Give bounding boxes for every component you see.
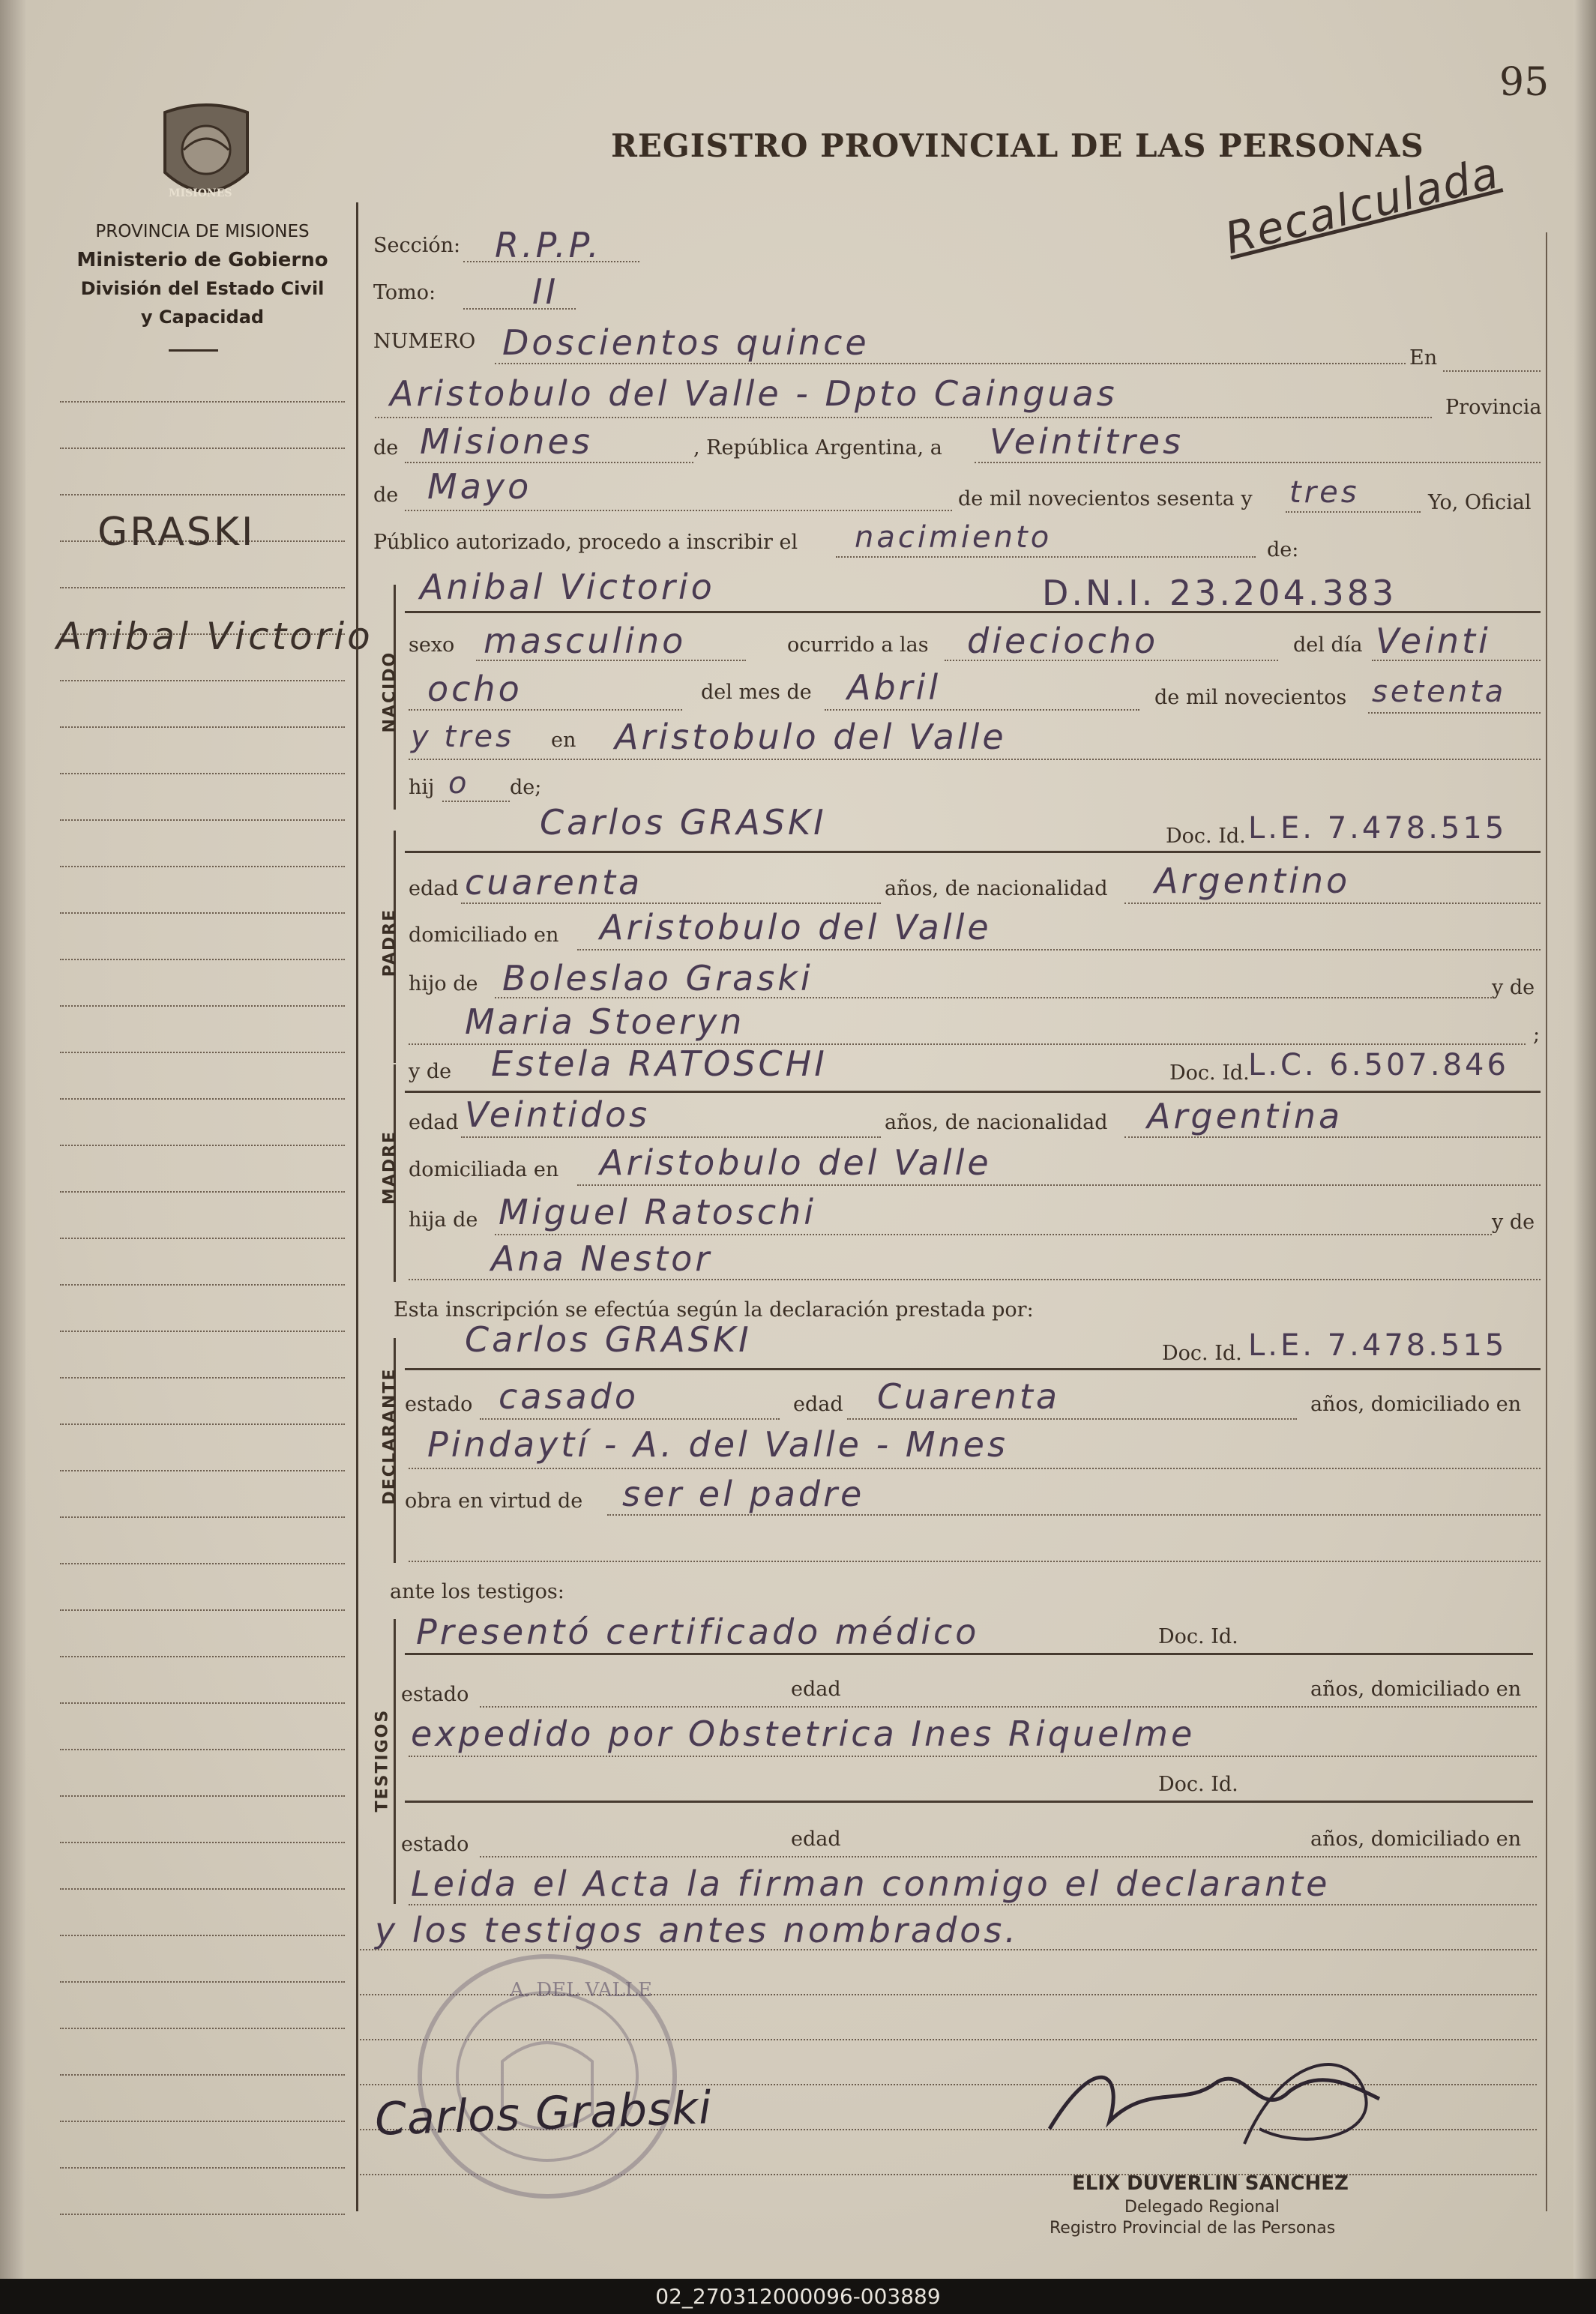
lugar-value: Aristobulo del Valle - Dpto Cainguas	[390, 373, 1118, 414]
padre-y-de-label: y de	[1492, 976, 1535, 999]
madre-edad-line	[461, 1136, 881, 1138]
margin-ruled-line	[60, 1749, 345, 1750]
testigo-1-dom-label: años, domiciliado en	[1310, 1678, 1522, 1701]
numero-line	[495, 363, 1406, 364]
margin-ruled-line	[60, 726, 345, 728]
declarante-dom: Pindaytí - A. del Valle - Mnes	[427, 1424, 1008, 1465]
anio-acta-value: tres	[1289, 475, 1360, 510]
de-label-2: de	[373, 483, 399, 507]
hij-label: hij	[409, 776, 435, 799]
right-border	[1546, 232, 1547, 2211]
margin-ruled-line	[60, 1609, 345, 1611]
ocurrido-label: ocurrido a las	[787, 633, 929, 657]
padre-doc: L.E. 7.478.515	[1248, 811, 1508, 846]
margin-ruled-line	[60, 1052, 345, 1053]
provincia-line	[405, 462, 693, 463]
madre-edad-label: edad	[409, 1111, 459, 1134]
declarante-edad-line	[847, 1418, 1297, 1420]
declarante-dom-line	[409, 1468, 1541, 1469]
del-dia-label: del día	[1293, 633, 1363, 657]
declarante-estado-line	[480, 1418, 780, 1420]
margin-ruled-line	[60, 680, 345, 681]
declarante-obra-label: obra en virtud de	[405, 1489, 583, 1513]
margin-ruled-line	[60, 587, 345, 588]
testigos-intro-label: ante los testigos:	[390, 1580, 564, 1603]
provincia-label: Provincia	[1445, 396, 1542, 419]
anio-acta-line	[1286, 511, 1421, 513]
margin-ruled-line	[60, 1702, 345, 1704]
mes-nac-value: Abril	[847, 667, 942, 708]
margin-ruled-line	[60, 959, 345, 960]
declarante-doc: L.E. 7.478.515	[1248, 1328, 1508, 1363]
madre-nac: Argentina	[1147, 1096, 1343, 1136]
lugar-nac-value: Aristobulo del Valle	[615, 717, 1007, 757]
margin-ruled-line	[60, 401, 345, 403]
declarante-edad: Cuarenta	[877, 1376, 1061, 1417]
oficial-nombre: ELIX DUVERLIN SANCHEZ	[1072, 2172, 1349, 2195]
padre-dom: Aristobulo del Valle	[600, 907, 992, 947]
padre-padre: Boleslao Graski	[502, 958, 813, 998]
margin-ruled-line	[60, 1284, 345, 1286]
stamp-text: A. DEL VALLE	[510, 1979, 652, 2001]
padre-dom-label: domiciliado en	[409, 924, 559, 947]
padre-madre: Maria Stoeryn	[465, 1001, 745, 1042]
margin-ruled-line	[60, 1470, 345, 1471]
sexo-value: masculino	[484, 621, 687, 661]
sexo-label: sexo	[409, 633, 455, 657]
declarante-estado: casado	[499, 1376, 639, 1417]
margin-annotation: Recalculada	[1220, 146, 1505, 265]
numero-label: NUMERO	[373, 330, 476, 353]
madre-padre: Miguel Ratoschi	[499, 1192, 817, 1232]
madre-nombre-line	[405, 1091, 1541, 1093]
anio-nac-value-2: y tres	[411, 720, 514, 754]
seccion-label: Sección:	[373, 234, 461, 257]
dia-acta-line	[975, 462, 1541, 463]
hora-value: dieciocho	[967, 621, 1159, 661]
testigo-2-line	[405, 1801, 1533, 1803]
margin-ruled-line	[60, 2074, 345, 2076]
margin-ruled-line	[60, 1981, 345, 1983]
madre-nac-line	[1124, 1136, 1541, 1138]
testigo-1-line	[405, 1653, 1533, 1655]
oficial-cargo: Delegado Regional	[1124, 2198, 1280, 2217]
madre-hija-de-label: hija de	[409, 1208, 478, 1232]
seccion-value: R.P.P.	[495, 225, 602, 265]
padre-nac: Argentino	[1154, 861, 1351, 901]
dia-nac-line-2	[409, 709, 682, 711]
madre-section-label: MADRE	[380, 1130, 400, 1205]
madre-madre: Ana Nestor	[491, 1238, 713, 1279]
margin-ruled-line	[60, 1888, 345, 1890]
en-label: En	[1409, 346, 1438, 370]
declarante-section-label: DECLARANTE	[380, 1367, 400, 1505]
nacido-nombre-line	[405, 611, 1541, 613]
declarante-obra: ser el padre	[622, 1474, 865, 1514]
declarante-dom-label: años, domiciliado en	[1310, 1393, 1522, 1416]
nacido-nombre: Anibal Victorio	[420, 567, 715, 607]
margin-ruled-line	[60, 1377, 345, 1379]
padre-nombre: Carlos GRASKI	[540, 802, 827, 843]
testigo-2-estado-line	[480, 1856, 1537, 1857]
testigo-1-estado-line	[480, 1706, 1537, 1708]
margin-divider	[356, 202, 358, 2211]
madre-dom: Aristobulo del Valle	[600, 1142, 992, 1183]
madre-nombre: Estela RATOSCHI	[491, 1043, 828, 1084]
margin-ruled-line	[60, 1795, 345, 1797]
tomo-line	[463, 308, 576, 310]
header-divider	[169, 349, 218, 352]
numero-value: Doscientos quince	[502, 322, 870, 363]
margin-ruled-line	[60, 773, 345, 774]
testigos-bracket	[394, 1619, 396, 1904]
cierre-linea-2: y los testigos antes nombrados.	[375, 1910, 1020, 1950]
page-number: 95	[1499, 60, 1550, 105]
declarante-nombre-line	[405, 1368, 1541, 1370]
madre-y-de-label-2: y de	[1492, 1211, 1535, 1234]
padre-doc-label: Doc. Id.	[1166, 825, 1246, 848]
madre-dom-line	[577, 1184, 1541, 1186]
dia-nac-value-2: ocho	[427, 669, 523, 709]
dia-nac-value-1: Veinti	[1376, 621, 1491, 661]
document-title: REGISTRO PROVINCIAL DE LAS PERSONAS	[611, 127, 1424, 164]
page-left-edge	[0, 0, 25, 2279]
madre-madre-line	[409, 1279, 1541, 1280]
margin-ruled-line	[60, 1516, 345, 1518]
margin-surname: GRASKI	[97, 510, 256, 555]
oficial-organismo: Registro Provincial de las Personas	[1050, 2219, 1336, 2238]
crest-label: MISIONES	[169, 187, 232, 199]
testigo-2-edad-label: edad	[791, 1828, 841, 1851]
de-label: de	[373, 436, 399, 460]
anio-nac-value-1: setenta	[1372, 675, 1507, 709]
madre-nac-label: años, de nacionalidad	[885, 1111, 1108, 1134]
testigo-1-edad-label: edad	[791, 1678, 841, 1701]
margin-ruled-line	[60, 1145, 345, 1146]
declarante-doc-label: Doc. Id.	[1162, 1342, 1242, 1365]
mes-acta-value: Mayo	[427, 466, 532, 507]
de-semicolon-label: de;	[510, 776, 542, 799]
declarante-blank-line	[409, 1561, 1541, 1562]
declarante-obra-line	[607, 1514, 1541, 1516]
padre-nac-line	[1124, 903, 1541, 904]
tomo-label: Tomo:	[373, 281, 436, 304]
acto-value: nacimiento	[855, 520, 1053, 555]
madre-dom-label: domiciliada en	[409, 1158, 559, 1181]
padre-nombre-line	[405, 851, 1541, 853]
margin-given-names: Anibal Victorio	[56, 615, 373, 658]
hij-value: o	[448, 766, 470, 801]
padre-edad-label: edad	[409, 877, 459, 900]
en-label-2: en	[551, 729, 576, 752]
margin-ruled-line	[60, 819, 345, 821]
declarante-edad-label: edad	[793, 1393, 843, 1416]
margin-ruled-line	[60, 1563, 345, 1564]
margin-ruled-line	[60, 2214, 345, 2215]
padre-edad-line	[461, 903, 881, 904]
padre-semicolon: ;	[1533, 1023, 1541, 1046]
margin-ruled-line	[60, 1842, 345, 1843]
margin-ruled-line	[60, 448, 345, 449]
margin-ruled-line	[60, 1935, 345, 1936]
madre-doc-label: Doc. Id.	[1169, 1061, 1250, 1085]
issuer-province: PROVINCIA DE MISIONES	[95, 222, 310, 241]
tomo-value: II	[532, 271, 559, 312]
de-mil-nov-label: de mil novecientos	[1154, 686, 1347, 709]
padre-edad: cuarenta	[465, 862, 643, 903]
issuer-capacity: y Capacidad	[140, 307, 265, 328]
scan-footer	[0, 2279, 1596, 2314]
padre-dom-line	[577, 949, 1541, 950]
testigo-1-estado-label: estado	[401, 1683, 469, 1706]
madre-padre-line	[495, 1234, 1492, 1235]
testigo-2-dom-line	[409, 1756, 1537, 1757]
anio-nac-line	[1368, 712, 1541, 714]
madre-y-de-label: y de	[409, 1060, 452, 1083]
en-line	[1443, 370, 1541, 372]
footer-code: 02_270312000096-003889	[655, 2284, 941, 2309]
cierre-linea-1: Leida el Acta la firman conmigo el declarante	[411, 1863, 1331, 1904]
declarante-nombre: Carlos GRASKI	[465, 1319, 752, 1360]
cierre-line-1	[409, 1904, 1537, 1905]
margin-ruled-line	[60, 2121, 345, 2122]
issuer-block	[52, 217, 352, 331]
declarante-signature: Carlos Grabski	[373, 2082, 713, 2146]
de-colon-label: de:	[1267, 538, 1299, 561]
margin-ruled-line	[60, 1656, 345, 1657]
republica-label: , República Argentina, a	[693, 436, 942, 460]
lugar-line	[375, 417, 1432, 418]
testigo-2-estado-label: estado	[401, 1833, 469, 1856]
acto-line	[836, 556, 1256, 558]
margin-ruled-line	[60, 1238, 345, 1239]
nacido-section-label: NACIDO	[380, 651, 400, 733]
padre-hijo-de-label: hijo de	[409, 972, 478, 995]
declarante-estado-label: estado	[405, 1393, 473, 1416]
provincia-value: Misiones	[420, 421, 593, 462]
mil-novecientos-label: de mil novecientos sesenta y	[958, 487, 1253, 510]
margin-ruled-line	[60, 494, 345, 495]
margin-ruled-line	[60, 866, 345, 867]
issuer-division: División del Estado Civil	[80, 278, 325, 299]
hij-line	[442, 801, 510, 802]
margin-ruled-line	[60, 1331, 345, 1332]
margin-ruled-line	[60, 1191, 345, 1193]
margin-ruled-line	[60, 2167, 345, 2169]
lugar-nac-line	[409, 759, 1541, 760]
testigo-2-texto: expedido por Obstetrica Ines Riquelme	[411, 1714, 1196, 1754]
mes-nac-line	[825, 709, 1139, 711]
testigo-2-dom-label: años, domiciliado en	[1310, 1828, 1522, 1851]
margin-ruled-line	[60, 1098, 345, 1100]
margin-ruled-line	[60, 912, 345, 914]
madre-edad: Veintidos	[465, 1094, 651, 1135]
testigo-1-doc-label: Doc. Id.	[1158, 1625, 1238, 1648]
yo-oficial-label: Yo, Oficial	[1428, 491, 1532, 514]
padre-nac-label: años, de nacionalidad	[885, 877, 1108, 900]
nacido-doc: D.N.I. 23.204.383	[1042, 573, 1397, 613]
madre-doc: L.C. 6.507.846	[1248, 1048, 1509, 1082]
publico-label: Público autorizado, procedo a inscribir el	[373, 531, 798, 554]
inscripcion-label: Esta inscripción se efectúa según la declaración prestada por:	[394, 1298, 1034, 1322]
mes-acta-line	[405, 510, 952, 511]
dia-acta-value: Veintitres	[990, 421, 1184, 462]
margin-ruled-line	[60, 1005, 345, 1007]
margin-ruled-line	[60, 2028, 345, 2029]
padre-section-label: PADRE	[380, 908, 400, 977]
testigos-section-label: TESTIGOS	[373, 1708, 392, 1813]
testigo-2-doc-label: Doc. Id.	[1158, 1773, 1238, 1796]
page-right-edge	[1574, 0, 1596, 2279]
issuer-ministry: Ministerio de Gobierno	[76, 249, 328, 271]
testigo-1-nombre: Presentó certificado médico	[416, 1612, 980, 1652]
margin-ruled-line	[60, 1423, 345, 1425]
del-mes-label: del mes de	[701, 681, 812, 704]
